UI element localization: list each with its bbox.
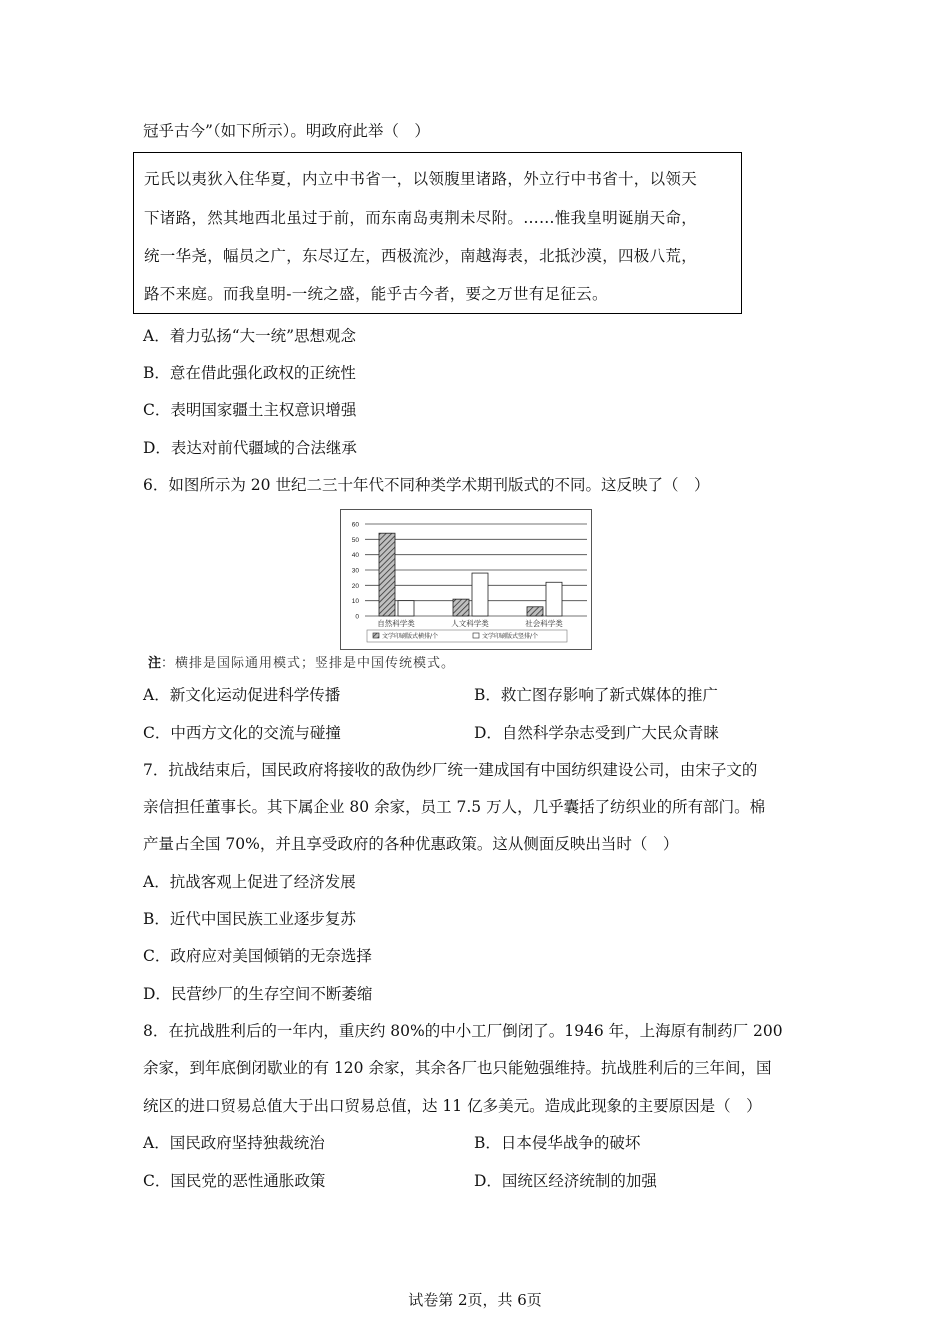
legend-swatch (373, 633, 379, 638)
bar-chart-frame (340, 509, 592, 650)
bar-vertical-0 (398, 601, 414, 616)
y-tick-label: 40 (351, 552, 359, 560)
q6-option-d: D．自然科学杂志受到广大民众青睐 (474, 724, 719, 742)
y-tick-label: 10 (351, 598, 359, 606)
x-category-label: 自然科学类 (377, 619, 415, 628)
q5-stem-tail: 冠乎古今”（如下所示）。明政府此举（ ） (143, 122, 430, 140)
legend-label: 文学印刷版式竖排/个 (482, 633, 539, 640)
q6-option-a: A．新文化运动促进科学传播 (143, 686, 341, 704)
q5-option-b: B．意在借此强化政权的正统性 (143, 364, 356, 382)
quote-line: 路不来庭。而我皇明-一统之盛，能乎古今者，要之万世有足征云。 (144, 285, 608, 303)
q5-option-c: C．表明国家疆土主权意识增强 (143, 401, 357, 419)
note-text: ：横排是国际通用模式；竖排是中国传统模式。 (161, 656, 456, 671)
q8-option-a: A．国民政府坚持独裁统治 (143, 1134, 325, 1152)
q7-stem-line: 7．抗战结束后，国民政府将接收的敌伪纱厂统一建成国有中国纺织建设公司，由宋子文的 (143, 761, 758, 779)
quote-line: 元氏以夷狄入住华夏，内立中书省一，以领腹里诸路，外立行中书省十，以领天 (144, 170, 698, 188)
y-tick-label: 0 (355, 613, 359, 621)
page-footer: 试卷第 2页，共 6页 (408, 1291, 542, 1309)
y-tick-label: 50 (351, 536, 359, 544)
y-tick-label: 60 (351, 521, 359, 529)
q7-option-d: D．民营纱厂的生存空间不断萎缩 (143, 985, 373, 1003)
bar-horizontal-0 (379, 533, 395, 616)
x-category-label: 社会科学类 (525, 619, 563, 628)
q8-option-d: D．国统区经济统制的加强 (474, 1172, 657, 1190)
y-tick-label: 30 (351, 567, 359, 575)
bar-horizontal-1 (453, 599, 469, 616)
legend-swatch (473, 633, 479, 638)
q8-stem-line: 8．在抗战胜利后的一年内，重庆约 80%的中小工厂倒闭了。1946 年，上海原有制药厂 200 (143, 1022, 783, 1040)
q5-option-d: D．表达对前代疆域的合法继承 (143, 439, 357, 457)
note-label: 注 (148, 656, 162, 671)
q5-option-a: A．着力弘扬“大一统”思想观念 (143, 327, 357, 345)
bar-vertical-1 (472, 573, 488, 616)
q8-stem-line: 余家，到年底倒闭歇业的有 120 余家，其余各厂也只能勉强维持。抗战胜利后的三年间，国 (143, 1059, 772, 1077)
bar-chart (341, 510, 591, 649)
quote-box (133, 152, 742, 314)
q7-option-a: A．抗战客观上促进了经济发展 (143, 873, 356, 891)
q6-option-c: C．中西方文化的交流与碰撞 (143, 724, 341, 742)
legend-label: 文学印刷版式横排/个 (382, 633, 439, 640)
q8-option-b: B．日本侵华战争的破坏 (474, 1134, 641, 1152)
q7-option-c: C．政府应对美国倾销的无奈选择 (143, 947, 372, 965)
q7-stem-line: 产量占全国 70%，并且享受政府的各种优惠政策。这从侧面反映出当时（ ） (143, 835, 679, 853)
q7-option-b: B．近代中国民族工业逐步复苏 (143, 910, 356, 928)
x-category-label: 人文科学类 (451, 619, 489, 628)
y-tick-label: 20 (351, 582, 359, 590)
q8-option-c: C．国民党的恶性通胀政策 (143, 1172, 326, 1190)
q6-stem: 6．如图所示为 20 世纪二三十年代不同种类学术期刊版式的不同。这反映了（ ） (143, 476, 710, 494)
quote-line: 统一华尧，幅员之广，东尽辽左，西极流沙，南越海表，北抵沙漠，四极八荒， (144, 247, 698, 265)
q6-option-b: B．救亡图存影响了新式媒体的推广 (474, 686, 718, 704)
bar-horizontal-2 (527, 607, 543, 616)
q7-stem-line: 亲信担任董事长。其下属企业 80 余家，员工 7.5 万人，几乎囊括了纺织业的所有部门。棉 (143, 798, 766, 816)
q8-stem-line: 统区的进口贸易总值大于出口贸易总值，达 11 亿多美元。造成此现象的主要原因是（ ） (143, 1097, 762, 1115)
chart-note (148, 655, 455, 673)
quote-line: 下诸路，然其地西北虽过于前，而东南岛夷荆未尽附。……惟我皇明诞崩天命， (144, 209, 698, 227)
bar-vertical-2 (546, 582, 562, 616)
